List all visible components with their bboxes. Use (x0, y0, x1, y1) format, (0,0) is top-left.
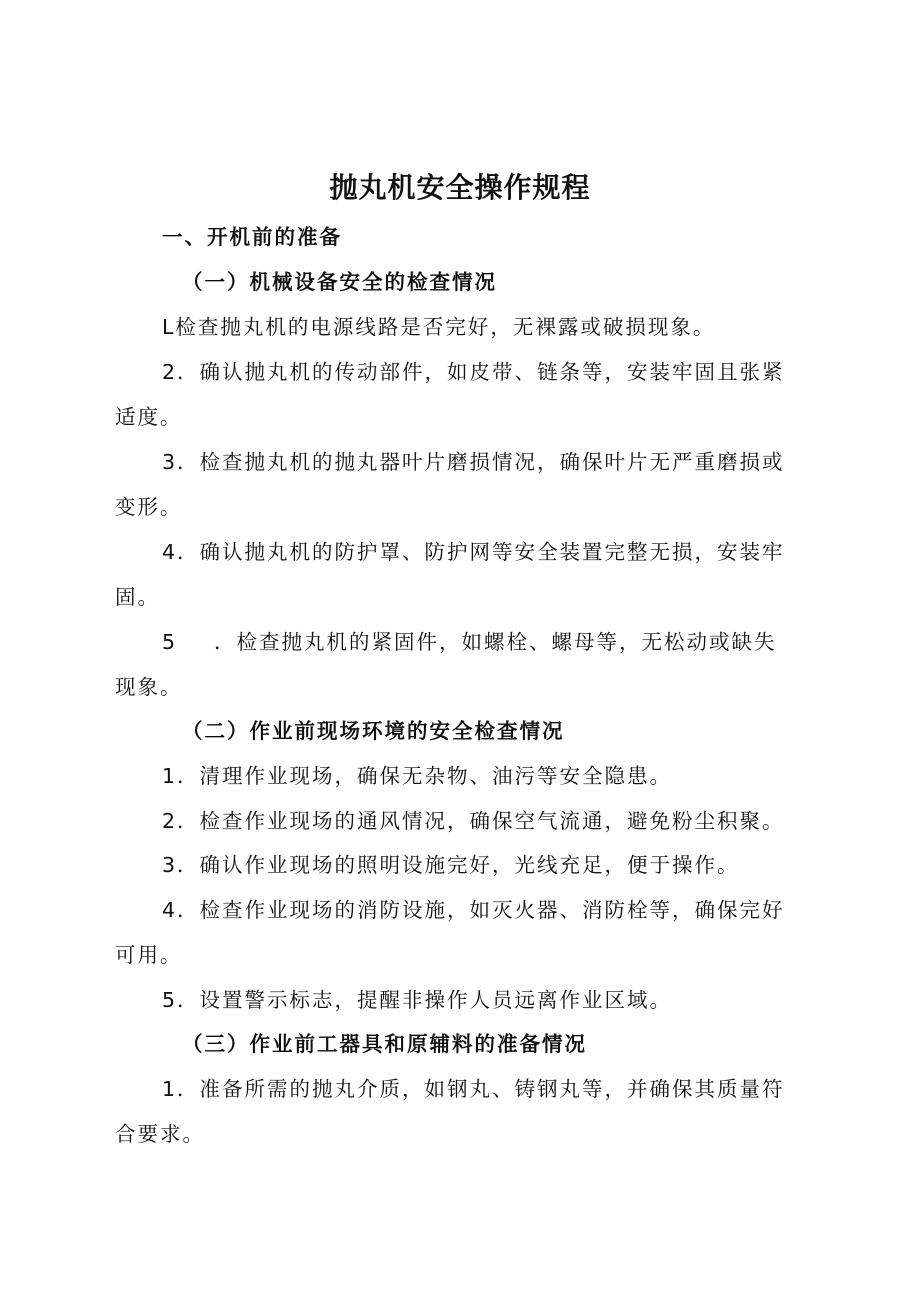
list-item: 2．确认抛丸机的传动部件，如皮带、链条等，安装牢固且张紧 (162, 360, 785, 384)
list-item: 1．准备所需的抛丸介质，如钢丸、铸钢丸等，并确保其质量符 (162, 1077, 785, 1101)
list-item: 5．设置警示标志，提醒非操作人员远离作业区域。 (162, 988, 673, 1012)
list-item-continuation: 变形。 (115, 495, 183, 519)
list-item: 4．确认抛丸机的防护罩、防护网等安全装置完整无损，安装牢 (162, 540, 785, 564)
list-item-number: 5 (162, 630, 178, 654)
list-item-continuation: 合要求。 (115, 1122, 205, 1146)
list-item-continuation: 现象。 (115, 675, 183, 699)
list-item: 1．清理作业现场，确保无杂物、油污等安全隐患。 (162, 764, 673, 788)
list-item: 2．检查作业现场的通风情况，确保空气流通，避免粉尘积聚。 (162, 809, 785, 833)
list-item: 3．检查抛丸机的抛丸器叶片磨损情况，确保叶片无严重磨损或 (162, 450, 785, 474)
section-heading-1: 一、开机前的准备 (162, 225, 342, 249)
list-item-continuation: 可用。 (115, 943, 183, 967)
list-item-continuation: 适度。 (115, 405, 183, 429)
list-item: 3．确认作业现场的照明设施完好，光线充足，便于操作。 (162, 853, 740, 877)
list-item: 4．检查作业现场的消防设施，如灭火器、消防栓等，确保完好 (162, 898, 785, 922)
list-item: ．检查抛丸机的紧固件，如螺栓、螺母等，无松动或缺失 (214, 630, 777, 654)
subsection-heading-2: （二）作业前现场环境的安全检查情况 (182, 719, 565, 743)
subsection-heading-1: （一）机械设备安全的检查情况 (182, 270, 497, 294)
document-title: 抛丸机安全操作规程 (329, 171, 591, 204)
list-item: L检查抛丸机的电源线路是否完好，无裸露或破损现象。 (162, 315, 716, 339)
list-item-continuation: 固。 (115, 585, 160, 609)
subsection-heading-3: （三）作业前工器具和原辅料的准备情况 (182, 1032, 587, 1056)
